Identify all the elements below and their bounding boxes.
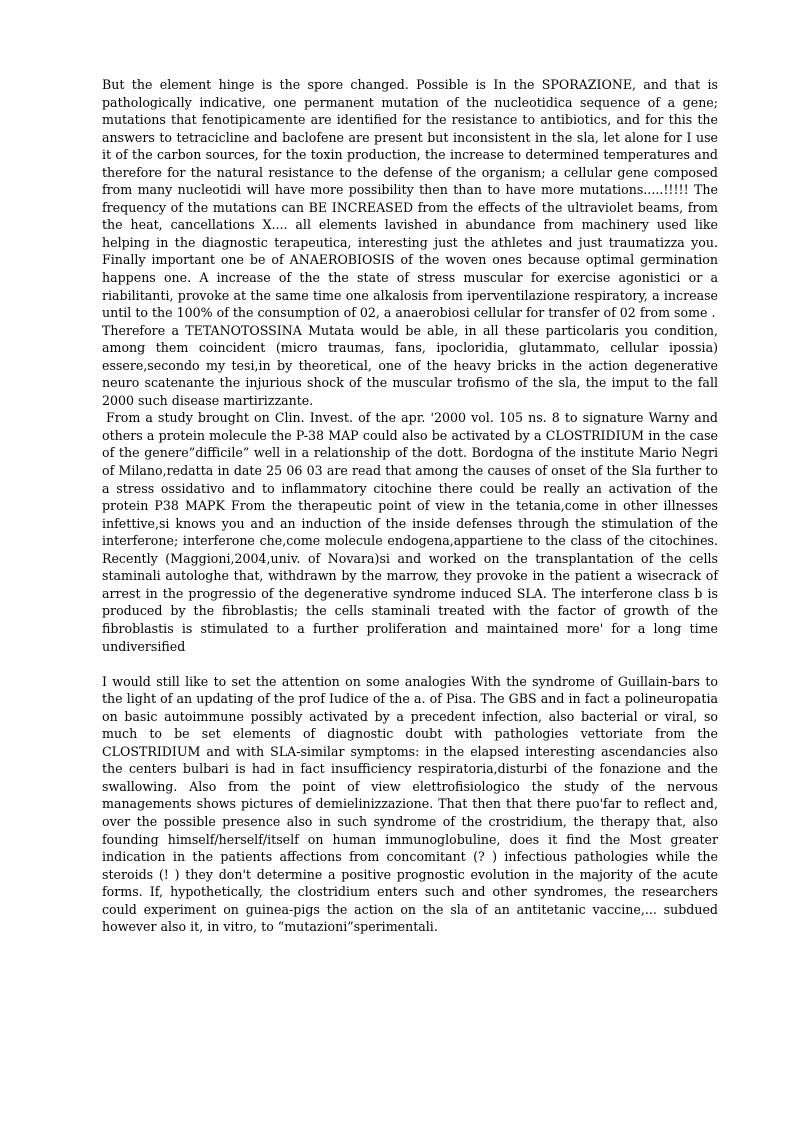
- document-body: [102, 76, 718, 936]
- paragraph-guillain-barre: I would still like to set the attention on some analogies With the syndrome of Guillain-bars to the light of an updating of the prof Iudice of the a. of Pisa. The GBS and in fact a polineuropatia on basic autoimmune possibly activated by a precedent infection, also bacterial or viral, so much to be set elements of diagnostic doubt with pathologies vettoriate from the CLOSTRIDIUM and with SLA-similar symptoms: in the elapsed interesting ascendancies also the centers bulbari is had in fact insufficiency respiratoria,disturbi of the fonazione and the swallowing. Also from the point of view elettrofisiologico the study of the nervous managements shows pictures of demielinizzazione. That then that there puo'far to reflect and, over the possible presence also in such syndrome of the crostridium, the therapy that, also founding himself/herself/itself on human immunoglobuline, does it find the Most greater indication in the patients affections from concomitant (? ) infectious pathologies while the steroids (! ) they don't determine a positive prognostic evolution in the majority of the acute forms. If, hypothetically, the clostridium enters such and other syndromes, the researchers could experiment on guinea-pigs the action on the sla of an antitetanic vaccine,... subdued however also it, in vitro, to “mutazioni”sperimentali.: [102, 673, 718, 935]
- paragraph-tetanotossina: Therefore a TETANOTOSSINA Mutata would be able, in all these particolaris you condition, among them coincident (micro traumas, fans, ipocloridia, glutammato, cellular ipossia) essere,secondo my tesi,in by theoretical, one of the heavy bricks in the action degenerative neuro scatenante the injurious shock of the muscular trofismo of the sla, the imput to the fall 2000 such disease martirizzante.: [102, 322, 718, 408]
- paragraph-gap: [102, 655, 718, 673]
- paragraph-spore-mutation: But the element hinge is the spore changed. Possible is In the SPORAZIONE, and that is pathologically indicative, one permanent mutation of the nucleotidica sequence of a gene; mutations that fenotipicamente are identified for the resistance to antibiotics, and for this the answers to tetracicline and baclofene are present but inconsistent in the sla, let alone for I use it of the carbon sources, for the toxin production, the increase to determined temperatures and therefore for the natural resistance to the defense of the organism; a cellular gene composed from many nucleotidi will have more possibility then than to have more mutations.....!!!!! The frequency of the mutations can BE INCREASED from the effects of the ultraviolet beams, from the heat, cancellations X.... all elements lavished in abundance from machinery used like helping in the diagnostic terapeutica, interesting just the athletes and just traumatizza you. Finally important one be of ANAEROBIOSIS of the woven ones because optimal germination happens one. A increase of the the state of stress muscular for exercise agonistici or a riabilitanti, provoke at the same time one alkalosis from iperventilazione respiratory, a increase until to the 100% of the consumption of 02, a anaerobiosi cellular for transfer of 02 from some .: [102, 77, 718, 321]
- paragraph-clin-invest-study: From a study brought on Clin. Invest. of the apr. '2000 vol. 105 ns. 8 to signature Warny and others a protein molecule the P-38 MAP could also be activated by a CLOSTRIDIUM in the case of the genere”difficile” well in a relationship of the dott. Bordogna of the institute Mario Negri of Milano,redatta in date 25 06 03 are read that among the causes of onset of the Sla further to a stress ossidativo and to inflammatory citochine there could be really an activation of the protein P38 MAPK From the therapeutic point of view in the tetania,come in other illnesses infettive,si knows you and an induction of the inside defenses through the stimulation of the interferone; interferone che,come molecule endogena,appartiene to the class of the citochines. Recently (Maggioni,2004,univ. of Novara)si and worked on the transplantation of the cells staminali autologhe that, withdrawn by the marrow, they provoke in the patient a wisecrack of arrest in the progressio of the degenerative syndrome induced SLA. The interferone class b is produced by the fibroblastis; the cells staminali treated with the factor of growth of the fibroblastis is stimulated to a further proliferation and maintained more' for a long time undiversified: [102, 410, 718, 654]
